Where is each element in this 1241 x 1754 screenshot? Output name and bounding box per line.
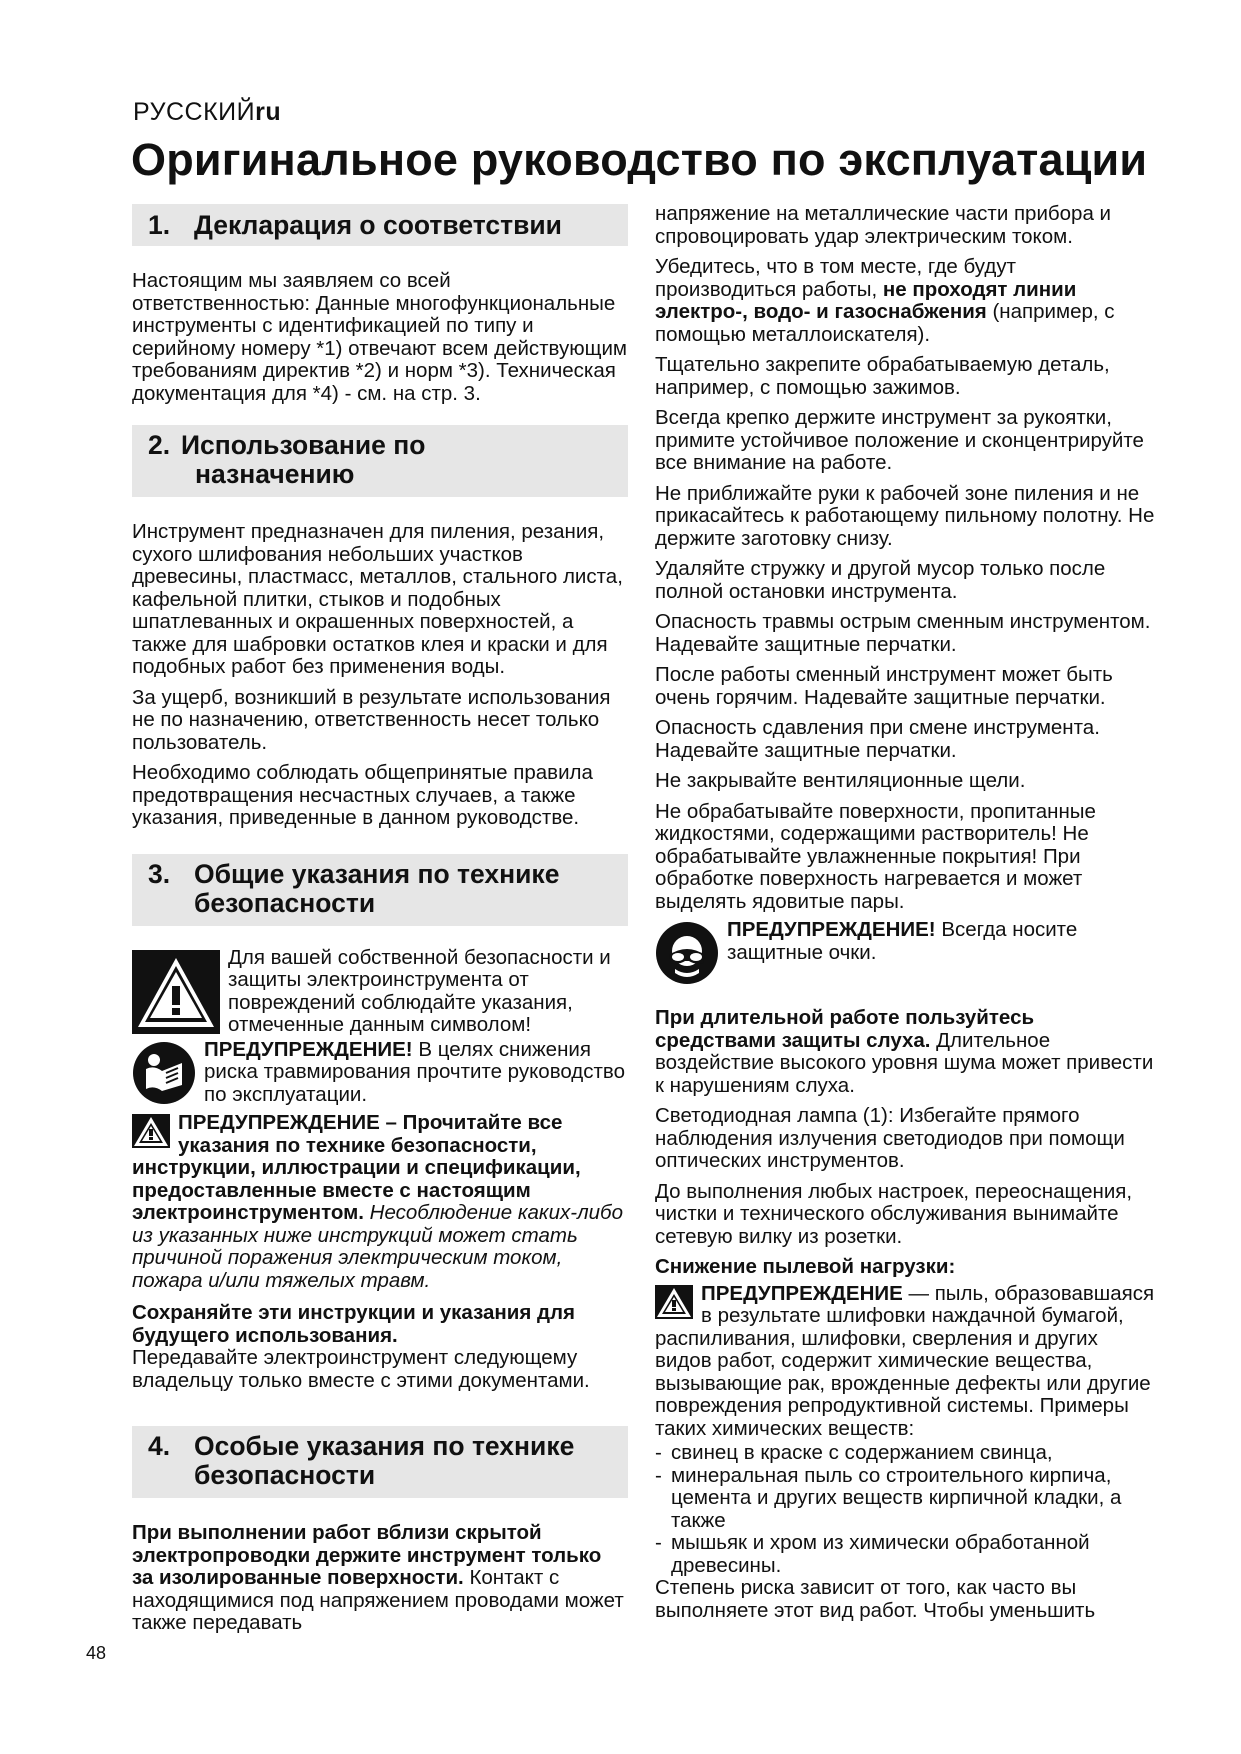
section-3-heading bbox=[132, 854, 628, 926]
remove-chips-text: Удаляйте стружку и другой мусор только после полной остановки инструмента. bbox=[655, 557, 1106, 603]
declaration-text: Настоящим мы заявляем со всей ответственностью: Данные многофункциональные инструменты с идентификацией по типу и серийному номеру *1) отвечают всем действующим требованиям директив *2) и норм *3). Техническая документация для *4) - см. на стр. 3. bbox=[132, 269, 628, 405]
section-number: 2. bbox=[148, 430, 171, 460]
language-label bbox=[133, 98, 281, 127]
intended-use-text: Инструмент предназначен для пиления, резания, сухого шлифования небольших участков древесины, пластмасс, металлов, стального листа, кафельной плитки, стыков и подобных шпатлеванных и окрашенных поверхностей, а также для шабровки остатков клея и краски и для подобных работ без применения воды. bbox=[132, 520, 623, 678]
hidden-wiring-text bbox=[132, 1522, 628, 1635]
section-title-line1: Общие указания по технике bbox=[194, 858, 560, 889]
solvent-text: Не обрабатывайте поверхности, пропитанные жидкостями, содержащими растворитель! Не обрабатывайте увлажненные покрытия! При обработке поверхность нагревается и может выделять ядовитые пары. bbox=[655, 799, 1096, 913]
read-manual-icon bbox=[132, 1041, 196, 1105]
clamp-text: Тщательно закрепите обрабатываемую деталь, например, с помощью зажимов. bbox=[655, 353, 1110, 399]
safety-goggles-icon bbox=[655, 921, 719, 985]
warning-triangle-small-icon bbox=[655, 1285, 693, 1319]
sharp-tool-text: Опасность травмы острым сменным инструментом. Надевайте защитные перчатки. bbox=[655, 610, 1151, 656]
list-item bbox=[655, 1532, 1155, 1577]
warning-symbol-text: Для вашей собственной безопасности и защиты электроинструмента от повреждений соблюдайте указания, отмеченные данным символом! bbox=[228, 945, 611, 1036]
hearing-body: Длительное воздействие высокого уровня шума может привести к нарушениям слуха. bbox=[655, 1028, 1154, 1097]
section-title: Декларация о соответствии bbox=[194, 210, 562, 240]
utility-lines-bold: не проходят линии электро-, водо- и газоснабжения bbox=[655, 277, 1077, 323]
list-item-text: мышьяк и хром из химически обработанной древесины. bbox=[671, 1531, 1090, 1577]
read-manual-body: В целях снижения риска травмирования прочтите руководство по эксплуатации. bbox=[204, 1037, 625, 1106]
keep-instructions-text bbox=[132, 1302, 628, 1392]
accident-prevention-text: Необходимо соблюдать общепринятые правила предотвращения несчастных случаев, а также указания, приведенные в данном руководстве. bbox=[132, 761, 593, 829]
warning-symbol-note bbox=[132, 945, 628, 1037]
hidden-wiring-body: Контакт с находящимися под напряжением проводами может также передавать bbox=[132, 1566, 624, 1634]
section-1-heading bbox=[132, 204, 628, 246]
goggles-note bbox=[655, 918, 1155, 985]
dust-heading: Снижение пылевой нагрузки: bbox=[655, 1255, 956, 1278]
hearing-protection-text bbox=[655, 1007, 1155, 1097]
page-number: 48 bbox=[86, 1643, 107, 1663]
page-title: Оригинальное руководство по эксплуатации bbox=[131, 134, 1148, 185]
hands-away-text: Не приближайте руки к рабочей зоне пиления и не прикасайтесь к работающему пильному полотну. Не держите заготовку снизу. bbox=[655, 481, 1155, 550]
warning-triangle-small-icon bbox=[132, 1114, 170, 1148]
hot-tool-text: После работы сменный инструмент может быть очень горячим. Надевайте защитные перчатки. bbox=[655, 663, 1113, 709]
goggles-text bbox=[727, 919, 1155, 964]
right-column bbox=[655, 203, 1155, 1630]
section-2-heading bbox=[132, 425, 628, 497]
led-text: Светодиодная лампа (1): Избегайте прямого наблюдения излучения светодиодов при помощи оптических инструментов. bbox=[655, 1104, 1125, 1172]
dust-warning-body: — пыль, образовавшаяся в результате шлифовки наждачной бумагой, распиливания, шлифовки, сверления и других видов работ, содержит химические вещества, вызывающие рак, врожденные дефекты или другие повреждения репродуктивной системы. Примеры таких химических веществ: bbox=[655, 1281, 1155, 1440]
utility-lines-b: (например, с помощью металлоискателя). bbox=[655, 300, 1115, 346]
language-name: РУССКИЙ bbox=[133, 98, 256, 126]
left-column bbox=[132, 204, 628, 1643]
dust-warning-bold: ПРЕДУПРЕЖДЕНИЕ bbox=[701, 1281, 903, 1305]
hearing-bold: При длительной работе пользуйтесь средствами защиты слуха. bbox=[655, 1006, 1035, 1052]
read-all-warning bbox=[132, 1112, 628, 1292]
read-manual-note bbox=[132, 1037, 628, 1107]
pinch-hazard-text: Опасность сдавления при смене инструмента. Надевайте защитные перчатки. bbox=[655, 716, 1100, 762]
dust-warning-text bbox=[655, 1283, 1155, 1441]
risk-level-text: Степень риска зависит от того, как часто вы выполняете этот вид работ. Чтобы уменьшить bbox=[655, 1576, 1096, 1622]
hidden-wiring-bold: При выполнении работ вблизи скрытой электропроводки держите инструмент только за изолированные поверхности. bbox=[132, 1521, 602, 1589]
warning-label: ПРЕДУПРЕЖДЕНИЕ! bbox=[727, 918, 936, 941]
warning-label: ПРЕДУПРЕЖДЕНИЕ! bbox=[204, 1037, 413, 1061]
keep-instructions-bold: Сохраняйте эти инструкции и указания для будущего использования. bbox=[132, 1301, 576, 1347]
chemicals-list bbox=[655, 1442, 1155, 1577]
warning-triangle-icon bbox=[132, 950, 220, 1034]
section-number: 3. bbox=[148, 858, 171, 889]
liability-text: За ущерб, возникший в результате использования не по назначению, ответственность несет только пользователь. bbox=[132, 685, 611, 754]
list-dash: - bbox=[655, 1531, 662, 1554]
language-code: ru bbox=[255, 98, 282, 126]
goggles-body: Всегда носите защитные очки. bbox=[727, 918, 1078, 964]
list-item-text: свинец в краске с содержанием свинца, bbox=[671, 1441, 1053, 1464]
list-dash: - bbox=[655, 1463, 662, 1487]
section-number: 4. bbox=[148, 1431, 171, 1461]
section-title-line2: безопасности bbox=[194, 887, 376, 918]
section-title-line1: Особые указания по технике bbox=[194, 1431, 575, 1461]
utility-lines-a: Убедитесь, что в том месте, где будут производиться работы, bbox=[655, 255, 1016, 301]
section-4-heading bbox=[132, 1426, 628, 1498]
vents-text: Не закрывайте вентиляционные щели. bbox=[655, 769, 1026, 792]
list-item-text: минеральная пыль со строительного кирпича, цемента и других веществ кирпичной кладки, а также bbox=[671, 1463, 1122, 1532]
unplug-text: До выполнения любых настроек, переоснащения, чистки и технического обслуживания вынимайте сетевую вилку из розетки. bbox=[655, 1179, 1133, 1248]
read-all-italic: Несоблюдение каких-либо из указанных ниже инструкций может стать причиной поражения электрическим током, пожара и/или тяжелых травм. bbox=[132, 1201, 623, 1292]
section-title-line2: назначению bbox=[195, 459, 355, 489]
shock-continuation-text: напряжение на металлические части прибора и спровоцировать удар электрическим током. bbox=[655, 202, 1112, 248]
hold-firmly-text: Всегда крепко держите инструмент за рукоятки, примите устойчивое положение и сконцентрируйте все внимание на работе. bbox=[655, 406, 1144, 474]
list-item bbox=[655, 1465, 1155, 1533]
read-all-bold: ПРЕДУПРЕЖДЕНИЕ – Прочитайте все указания по технике безопасности, инструкции, иллюстрации и спецификации, предоставленные вместе с настоящим электроинструментом. bbox=[132, 1111, 581, 1224]
list-item bbox=[655, 1442, 1155, 1465]
read-manual-text bbox=[204, 1039, 628, 1107]
section-title-line1: Использование по bbox=[181, 430, 426, 460]
section-number: 1. bbox=[148, 210, 171, 240]
keep-instructions-body: Передавайте электроинструмент следующему владельцу только вместе с этими документами. bbox=[132, 1346, 590, 1392]
list-dash: - bbox=[655, 1441, 662, 1464]
utility-lines-text bbox=[655, 256, 1155, 346]
section-title-line2: безопасности bbox=[194, 1460, 376, 1490]
